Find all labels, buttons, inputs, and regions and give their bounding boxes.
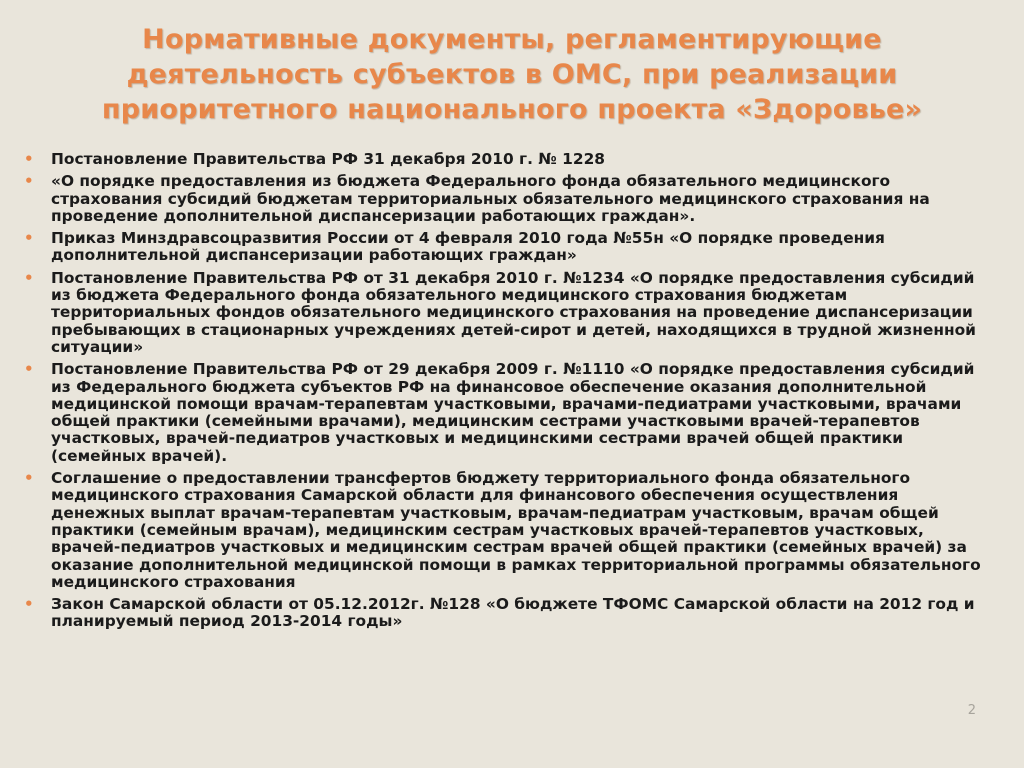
bullet-icon: • xyxy=(24,268,34,287)
bullet-icon: • xyxy=(24,172,34,191)
bullet-icon: • xyxy=(24,150,34,168)
list-item xyxy=(24,230,984,265)
list-item xyxy=(24,151,984,168)
list-item xyxy=(24,270,984,356)
list-item-text: Постановление Правительства РФ от 29 декабря 2009 г. №1110 «О порядке предоставления субсидий из Федерального бюджета субъектов РФ на финансовое обеспечение оказания дополнительной медицинской помощи врачам-терапевтам участковыми, врачами-педиатрами участковыми, врачами общей практики (семейными врачами), медицинским сестрами участковыми врачей-терапевтов участковых, врачей-педиатров участковых и медицинскими сестрами врачей общей практики (семейных врачей). xyxy=(51,360,975,465)
list-item xyxy=(24,361,984,465)
slide-title xyxy=(40,22,984,127)
bullet-icon: • xyxy=(24,469,34,488)
list-item xyxy=(24,596,984,631)
bullet-icon: • xyxy=(24,360,34,379)
bullet-icon: • xyxy=(24,595,34,614)
list-item-text: Постановление Правительства РФ 31 декабря 2010 г. № 1228 xyxy=(51,150,605,168)
list-item-text: Соглашение о предоставлении трансфертов бюджету территориального фонда обязательного медицинского страхования Самарской области для финансового обеспечения осуществления денежных выплат врачам-терапевтам участковым, врачам-педиатрам участковым, врачам общей практики (семейным врачам), медицинским сестрам участковых врачей-терапевтов участковых, врачей-педиатров участковых и медицинским сестрам врачей общей практики (семейных врачей) за оказание дополнительной медицинской помощи в рамках территориальной программы обязательного медицинского страхования xyxy=(51,469,981,591)
list-item xyxy=(24,173,984,225)
title-line-3: приоритетного национального проекта «Здоровье» xyxy=(101,94,923,125)
page-number: 2 xyxy=(967,703,976,718)
list-item-text: Постановление Правительства РФ от 31 декабря 2010 г. №1234 «О порядке предоставления субсидий из бюджета Федерального фонда обязательного медицинского страхования бюджетам территориальных фондов обязательного медицинского страхования на проведение диспансеризации пребывающих в стационарных учреждениях детей-сирот и детей, находящихся в трудной жизненной ситуации» xyxy=(51,268,976,356)
bullet-icon: • xyxy=(24,229,34,248)
slide-content xyxy=(24,151,984,636)
list-item-text: Закон Самарской области от 05.12.2012г. №128 «О бюджете ТФОМС Самарской области на 2012 год и планируемый период 2013-2014 годы» xyxy=(51,595,975,631)
document-list xyxy=(24,151,984,631)
title-line-2: деятельность субъектов в ОМС, при реализации xyxy=(126,59,898,90)
list-item-text: «О порядке предоставления из бюджета Федерального фонда обязательного медицинского страхования субсидий бюджетам территориальных обязательного медицинского страхования на проведение дополнительной диспансеризации работающих граждан». xyxy=(51,172,930,225)
list-item-text: Приказ Минздравсоцразвития России от 4 февраля 2010 года №55н «О порядке проведения дополнительной диспансеризации работающих граждан» xyxy=(51,229,885,265)
list-item xyxy=(24,470,984,591)
title-line-1: Нормативные документы, регламентирующие xyxy=(142,24,882,55)
